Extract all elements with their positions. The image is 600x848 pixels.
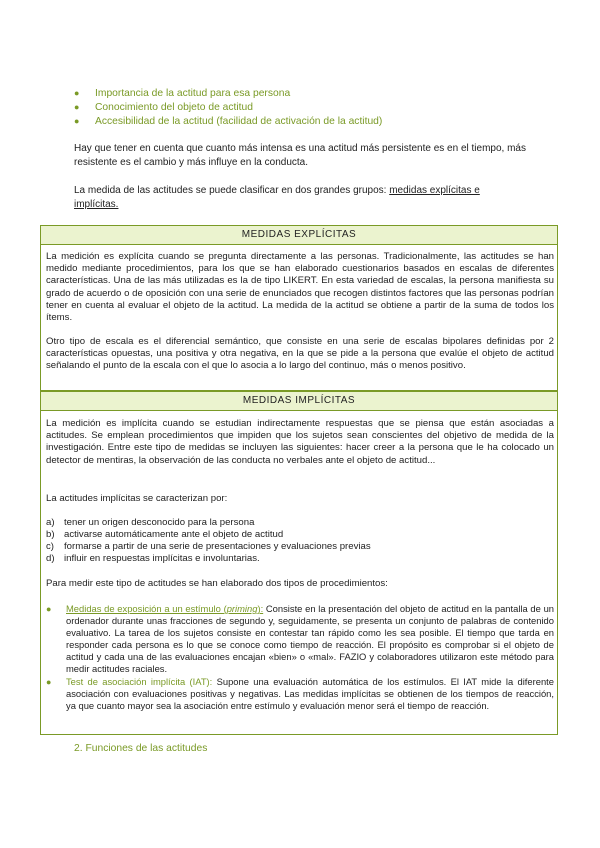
- bullet-dot-icon: ●: [74, 88, 80, 98]
- list-item: c) formarse a partir de una serie de presentaciones y evaluaciones previas: [46, 541, 371, 553]
- implicit-list: [46, 517, 546, 565]
- next-section-heading: 2. Funciones de las actitudes: [74, 743, 208, 754]
- list-item: d) influir en respuestas implícitas e involuntarias.: [46, 553, 260, 565]
- procedures-intro: Para medir este tipo de actitudes se han elaborado dos tipos de procedimientos:: [46, 578, 388, 589]
- classify-paragraph: La medida de las actitudes se puede clasificar en dos grandes grupos: medidas explícitas e implícitas.: [74, 185, 480, 210]
- priming-link[interactable]: Medidas de exposición a un estímulo (priming):: [66, 603, 264, 614]
- bullet-dot-icon: ●: [46, 604, 52, 614]
- implicit-characterized: La actitudes implícitas se caracterizan por:: [46, 493, 228, 504]
- procedure-priming: Medidas de exposición a un estímulo (priming): Consiste en la presentación del objeto de actitud en la pantalla de un ordenador durante unas fracciones de segundo y, seguidamente, se presenta un conjunto de palabras de contenido evaluativo. La tarea de los sujetos consiste en contestar tan rápido como les sea posible. El tiempo que tarda en responder cada persona es lo que se conoce como tiempo de reacción. El propósito es comprobar si el objeto de actitud y cada una de las evaluaciones encajan «bien» o «mal». FAZIO y colaboradores utilizaron este método para medir actitudes raciales.: [66, 603, 555, 675]
- bullet-importance: ● Importancia de la actitud para esa persona: [74, 88, 291, 99]
- list-item: b) activarse automáticamente ante el objeto de actitud: [46, 529, 284, 541]
- explicit-paragraph-1: La medición es explícita cuando se pregunta directamente a las personas. Tradicionalmente, las actitudes se han medido mediante procedimientos, para los que se han elaborado cuestionarios basados en escalas de diferentes características. Una de las más utilizadas es la de tipo LIKERT. En esta variedad de escalas, la persona manifiesta su grado de acuerdo o de oposición con una serie de enunciados que recogen distintos factores que las personas podrían tener en cuenta al evaluar el objeto de la actitud. La medida de la actitud se obtiene a partir de la suma de todos los ítems.: [46, 251, 554, 324]
- explicit-heading: MEDIDAS EXPLÍCITAS: [40, 225, 558, 245]
- bullet-accessibility: ● Accesibilidad de la actitud (facilidad de activación de la actitud): [74, 116, 383, 127]
- explicit-paragraph-2: Otro tipo de escala es el diferencial semántico, que consiste en una serie de escalas bipolares definidas por 2 características opuestas, una positiva y otra negativa, en la que se pide a la persona que evalúe el objeto de actitud señalando el punto de la escala con el que lo asocia a lo largo del continuo, más o menos positivo.: [46, 336, 554, 372]
- iat-title: Test de asociación implícita (IAT):: [66, 676, 213, 687]
- bullet-dot-icon: ●: [46, 677, 52, 687]
- implicit-heading: MEDIDAS IMPLÍCITAS: [40, 391, 558, 411]
- classify-link[interactable]: medidas explícitas e implícitas.: [74, 185, 480, 210]
- intro-paragraph: Hay que tener en cuenta que cuanto más intensa es una actitud más persistente es en el tiempo, más resistente es el cambio y más influye en la conducta.: [74, 143, 526, 168]
- list-item: a) tener un origen desconocido para la persona: [46, 517, 255, 528]
- implicit-paragraph-1: La medición es implícita cuando se estudian indirectamente respuestas que se piensa que están asociadas a actitudes. Se emplean procedimientos que impiden que los sujetos sean conscientes del objetivo de medida de la investigación. Entre este tipo de medidas se incluyen las siguientes: hacer creer a la persona que le ha colocado un detector de mentiras, la observación de las conducta no verbales ante el objeto de actitud...: [46, 418, 554, 466]
- procedure-iat: Test de asociación implícita (IAT): Supone una evaluación automática de los estímulos. El IAT mide la diferente asociación con evaluaciones positivas y negativas. Las medidas implícitas se obtienen de los tiempos de reacción, ya que cuanto mayor sea la asociación entre estímulo y evaluación menor será el tiempo de reacción.: [66, 676, 554, 712]
- bullet-dot-icon: ●: [74, 116, 80, 126]
- bullet-knowledge: ● Conocimiento del objeto de actitud: [74, 102, 253, 113]
- bullet-dot-icon: ●: [74, 102, 80, 112]
